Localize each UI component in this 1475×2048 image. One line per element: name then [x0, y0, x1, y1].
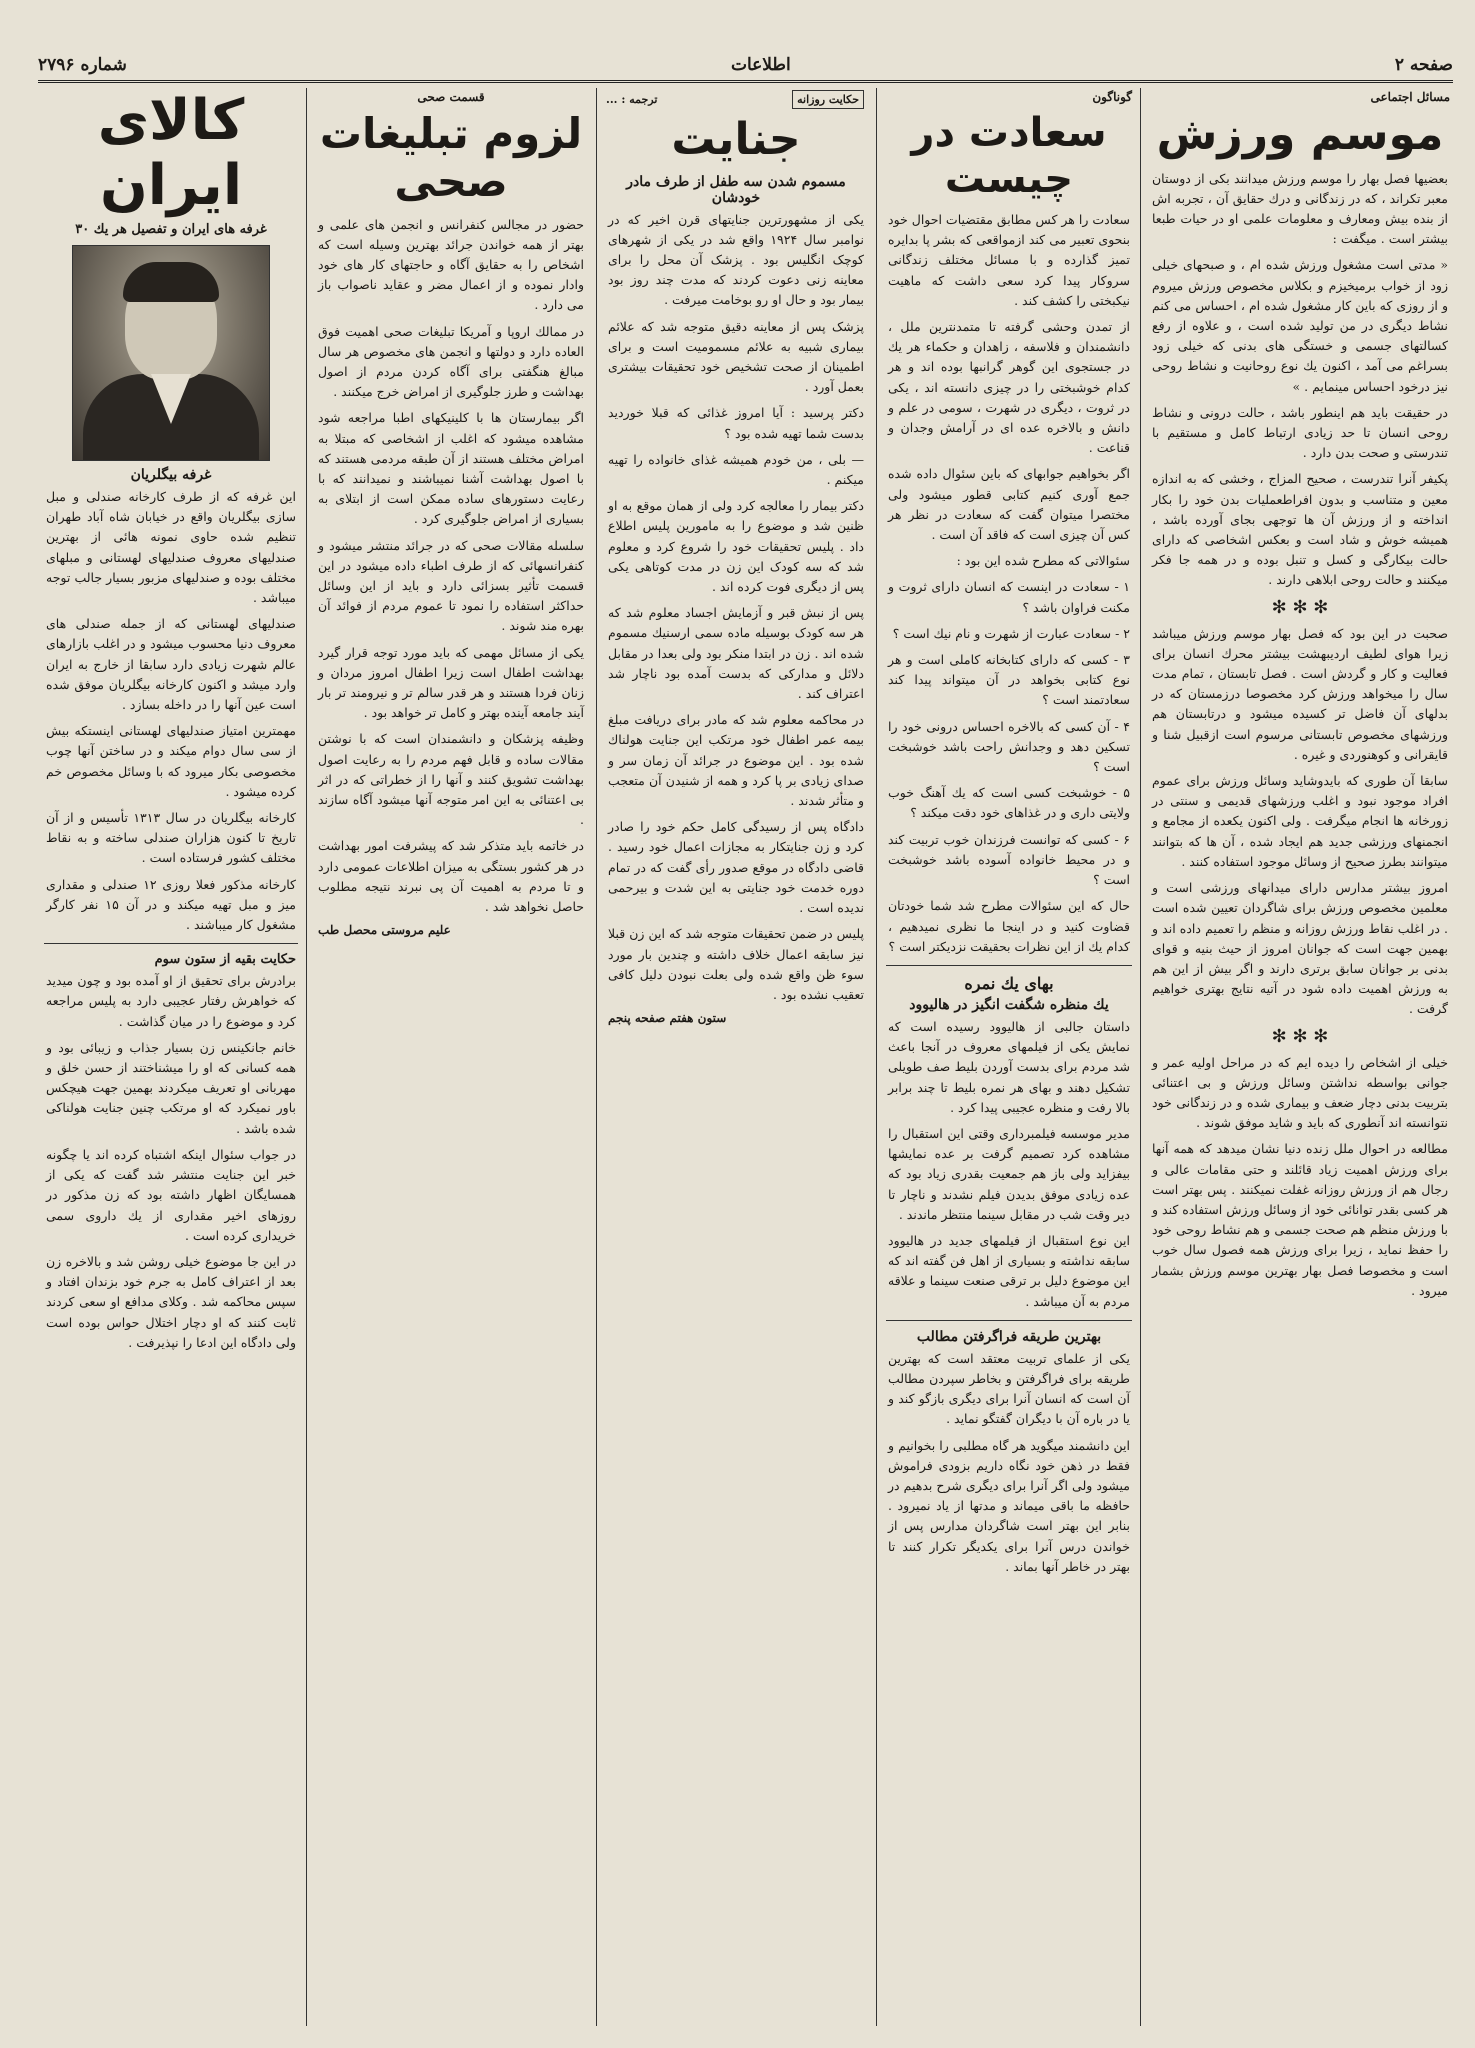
article-crime — [602, 88, 870, 2030]
paragraph: — بلی ، من خودم همیشه غذای خانواده را تهیه میکنم . — [608, 451, 864, 488]
paragraph: در محاکمه معلوم شد که مادر برای دریافت مبلغ بیمه عمر اطفال خود مرتکب این جنایت هولناك شده بود . این موضوع در جرائد آن زمان سر و صدای زیادی بر پا کرد و همه از شنیدن آن متعجب و متأثر شدند . — [608, 712, 864, 809]
article-title: لزوم تبلیغات صحی — [319, 109, 583, 207]
paragraph: سلسله مقالات صحی که در جرائد منتشر میشود و کنفرانسهائی که از طرف اطباء داده میشود در این قسمت تأثیر بسزائی دارد و باید از این وسائل حداکثر استفاده را نمود تا عموم مردم از فوائد آن بهره مند شوند . — [318, 537, 584, 634]
article-subtitle: غرفه های ایران و تفصیل هر یك ۳۰ — [75, 222, 267, 237]
article-happiness — [882, 88, 1136, 2030]
list-item: ۲ - سعادت عبارت از شهرت و نام نیك است ؟ — [892, 625, 1130, 641]
section-kicker: قسمت صحی — [417, 90, 485, 104]
paragraph: مدیر موسسه فیلمبرداری وقتی این استقبال را مشاهده کرد تصمیم گرفت بر عده نمایشها بیفزاید ولی باز هم جمعیت بقدری زیاد بود که عده زیادی موفق بدیدن فیلم نشدند و ناچار تا دیر وقت شب در مقابل سینما منتظر ماندند . — [888, 1125, 1130, 1222]
paragraph: خانم جانکینس زن بسیار جذاب و زیبائی بود و همه کسانی که او را میشناختند از حسن خلق و مهربانی او تعریف میکردند بهمین جهت هیچکس باور نمیکرد که او مرتکب چنین جنایت هولناکی شده باشد . — [46, 1039, 296, 1136]
list-item: ۶ - کسی که توانست فرزندان خوب تربیت کند و در محیط خانواده آسوده باشد خوشبخت است ؟ — [888, 831, 1130, 888]
section-tag: حکایت روزانه — [792, 90, 864, 109]
paragraph: در ممالك اروپا و آمریکا تبلیغات صحی اهمیت فوق العاده دارد و دولتها و انجمن های مخصوص هر سال مبالغ هنگفتی برای آگاه کردن مردم از اصول بهداشت و طرز جلوگیری از امراض خرج میکنند . — [318, 323, 584, 400]
box-subtitle: یك منظره شگفت انگیز در هالیوود — [909, 996, 1109, 1013]
author-signature: علیم مروستی محصل طب — [318, 923, 451, 938]
list-item: ۱ - سعادت در اینست که انسان دارای ثروت و مکنت فراوان باشد ؟ — [888, 579, 1130, 615]
article-title: جنایت — [671, 114, 801, 165]
paragraph: وظیفه پزشکان و دانشمندان است که با نوشتن مقالات ساده و قابل فهم مردم را به رعایت اصول بهداشت تشویق کنند و آنها را از خطراتی که در اثر بی اعتنائی به این امر متوجه آنها میشود آگاه سازند . — [318, 731, 584, 828]
article-sport-season — [1146, 88, 1454, 2030]
paragraph: یکی از علمای تربیت معتقد است که بهترین طریقه برای فراگرفتن و بخاطر سپردن مطالب آن است که انسان آنرا برای دیگری بازگو کند و یا در باره آن با دیگران گفتگو نماید . — [888, 1350, 1130, 1427]
paragraph: حضور در مجالس کنفرانس و انجمن های علمی و بهتر از همه خواندن جرائد بهترین وسیله است که اشخاص را به حقایق آگاه و حاجتهای کار های خود وادار نموده و از اعمال مضر و عقاید ناصواب باز می دارد . — [318, 216, 584, 313]
divider — [44, 943, 298, 944]
paragraph: پس از نبش قبر و آزمایش اجساد معلوم شد که هر سه کودک بوسیله ماده سمی ارسنیك مسموم شده اند . زن در ابتدا منکر بود ولی بعدا در مقابل دلائل و مدارکی که بدست آمده بود ناچار شد اعتراف کند . — [608, 605, 864, 702]
list-item: ۳ - کسی که دارای کتابخانه کاملی است و هر نوع کتابی بخواهد در آن میتواند پیدا کند سعادتمند است ؟ — [888, 652, 1130, 708]
paragraph: کارخانه بیگلریان در سال ۱۳۱۳ تأسیس و از آن تاریخ تا کنون هزاران صندلی ساخته و به نقاط مختلف کشور فرستاده است . — [46, 810, 297, 866]
continuation-note: ستون هفتم صفحه پنجم — [608, 1011, 727, 1026]
star-separator-icon: ✻ ✻ ✻ — [1271, 1025, 1329, 1047]
column-rule — [876, 88, 877, 2026]
paragraph: یکی از مسائل مهمی که باید مورد توجه قرار گیرد بهداشت اطفال است زیرا اطفال امروز مردان و زنان فردا هستند و هر قدر سالم تر و نیرومند تر بار آیند جامعه آینده بهتر و کامل تر خواهد بود . — [318, 644, 584, 721]
paragraph: سابقا آن طوری که بایدوشاید وسائل ورزش برای عموم افراد موجود نبود و اغلب ورزشهای قدیمی و سنتی در زورخانه ها انجام میگرفت . ولی اکنون یکعده از مجامع و انجمنهای ورزشی جدید هم ایجاد شده ، آن ها که بتوانند میتوانند بطرز صحیح از وسائل موجود استفاده کنند . — [1152, 773, 1448, 869]
box-title: بهترین طریقه فراگرفتن مطالب — [916, 1328, 1102, 1345]
paragraph: برادرش برای تحقیق از او آمده بود و چون میدید که خواهرش رفتار عجیبی دارد به پلیس مراجعه کرد و موضوع را در میان گذاشت . — [46, 973, 296, 1029]
paragraph: کارخانه مذکور فعلا روزی ۱۲ صندلی و مقداری میز و مبل تهیه میکند و در آن ۱۵ نفر کارگر مشغول کار میباشند . — [46, 876, 296, 933]
paragraph: امروز بیشتر مدارس دارای میدانهای ورزشی است و معلمین مخصوص ورزش برای شاگردان تعیین شده است . در اغلب نقاط ورزش روزانه و منظم را تعمیم داده اند و بهمین جهت است که جوانان امروز از حیث بنیه و قوای بدنی بر جوانان سابق برتری دارند و اگر بیش از این هم به ورزش اهمیت داده شود در آتیه نتایج بهتری خواهیم گرفت . — [1152, 880, 1448, 1017]
paragraph: دادگاه پس از رسیدگی کامل حکم خود را صادر کرد و زن جنایتکار به مجازات اعمال خود رسید . قاضی دادگاه در موقع صدور رأی گفت که در تمام دوره خدمت خود جنایتی به این شدت و بیرحمی ندیده است . — [608, 819, 864, 916]
column-rule — [596, 88, 597, 2026]
paragraph: پکیفر آنرا تندرست ، صحیح المزاج ، وخشی که به اندازه معین و متناسب و بدون افراطعملیات بدن خود را بکار انداخته و از ورزش آن ها توجهی بجای آورده باشد ، همیشه خوش و شاد است و بعکس اشخاصی که دارای حالت بیکارگی و کسل و تنبل بوده و در همه جا فکر میکنند و حالت روحی ابلاهی دارند . — [1152, 471, 1448, 588]
paragraph: صندلیهای لهستانی که از جمله صندلی های معروف دنیا محسوب میشود و در اغلب بازارهای عالم شهرت زیادی دارد سابقا از خارج به ایران وارد میشد و اکنون کارخانه بیگلریان موفق شده است عین آنها را در داخله بسازد . — [46, 616, 296, 713]
paragraph: داستان جالبی از هالیوود رسیده است که نمایش یکی از فیلمهای معروف در آنجا باعث شد مردم برای بدست آوردن بلیط صف طویلی تشکیل دهند و بهای هر نمره بلیط تا چند برابر بالا رفت و منظره عجیبی پیدا کرد . — [888, 1018, 1130, 1115]
article-subtitle: مسموم شدن سه طفل از طرف مادر خودشان — [626, 173, 846, 206]
paragraph: در حقیقت باید هم اینطور باشد ، حالت درونی و نشاط روحی انسان تا حد زیادی ارتباط کامل و مستقیم با تندرستی و صحت بدن دارد . — [1152, 404, 1448, 461]
portrait-photo — [72, 245, 270, 461]
issue-number: شماره ۲۷۹۶ — [38, 55, 127, 75]
article-title: کالای ایران — [97, 88, 245, 218]
paragraph: در جواب سئوال اینکه اشتباه کرده اند یا چگونه خبر این جنایت منتشر شد گفت که یکی از همسایگان اظهار داشته بود که زن مذکور در روزهای اخیر مقداری از یك داروی سمی خریداری کرده است . — [46, 1146, 296, 1243]
article-header — [602, 88, 870, 111]
paragraph: اگر بخواهیم جوابهای که باین سئوال داده شده جمع آوری کنیم کتابی قطور میشود ولی مختصرا میتوان گفت که سعادت در نظر هر کس آن چیزی است که فاقد آن است . — [888, 466, 1130, 543]
star-separator-icon: ✻ ✻ ✻ — [1271, 596, 1329, 618]
translator-credit: ترجمه : ... — [606, 93, 658, 106]
paragraph: یکی از مشهورترین جنایتهای قرن اخیر که در نوامبر سال ۱۹۲۴ واقع شد در یکی از شهرهای کوچک انگلیس بود . پزشک آن محل را برای معاینه زنی دعوت کردند که مدت چند روز بود بیمار بود و حال او رو بوخامت میرفت . — [608, 211, 864, 308]
article-title: سعادت در چیست — [911, 110, 1107, 202]
paragraph: حال که این سئوالات مطرح شد شما خودتان قضاوت کنید و در اینجا ما نظری نمیدهیم ، کدام یك از این نظرات بحقیقت نزدیکتر است ؟ — [888, 898, 1130, 954]
paragraph: در خاتمه باید متذکر شد که پیشرفت امور بهداشت در هر کشور بستگی به میزان اطلاعات عمومی دارد و تا مردم به اهمیت آن پی نبرند نتیجه مطلوب حاصل نخواهد شد . — [318, 838, 584, 915]
paragraph: این غرفه که از طرف کارخانه صندلی و مبل سازی بیگلریان واقع در خیابان شاه آباد طهران تنظیم شده حاوی نمونه هائی از بهترین صندلیهای معروف صندلیهای لهستانی و مبلهای مختلف بوده و صندلیهای مزبور بسیار جالب توجه میباشد . — [46, 489, 296, 606]
paragraph: خیلی از اشخاص را دیده ایم که در مراحل اولیه عمر و جوانی بواسطه نداشتن وسائل ورزش و بی اعتنائی بتربیت بدنی دچار ضعف و بیماری شده و در زندگانی خود نتوانسته اند آنطوری که باید و شاید موفق شوند . — [1152, 1054, 1448, 1131]
divider — [886, 1320, 1132, 1321]
paper-name: اطلاعات — [730, 55, 791, 75]
masthead — [38, 52, 1453, 78]
paragraph: دکتر بیمار را معالجه کرد ولی از همان موقع به او ظنین شد و موضوع را به مامورین پلیس اطلاع داد . پلیس تحقیقات خود را شروع کرد و معلوم شد که سه کودک این زن در مدت کوتاهی یکی پس از دیگری فوت کرده اند . — [608, 498, 864, 595]
box-title: بهای یك نمره — [964, 973, 1054, 993]
section-kicker: گوناگون — [1092, 90, 1132, 104]
paragraph: دکتر پرسید : آیا امروز غذائی که قبلا خوردید بدست شما تهیه شده بود ؟ — [608, 405, 864, 441]
list-title: سئوالاتی که مطرح شده این بود : — [956, 553, 1130, 569]
paragraph: مطالعه در احوال ملل زنده دنیا نشان میدهد که همه آنها برای ورزش اهمیت زیاد قائلند و حتی مقامات عالی و رجال هم از ورزش روزانه غفلت نمیکنند . پس بهتر است هر کسی بقدر توانائی خود از وسائل ورزش استفاده کند و با ورزش منظم هم صحت جسمی و هم نشاط روحی خود را حفظ نماید ، زیرا برای ورزش همه فصول سال خوب است و مخصوصا فصل بهار بهترین موسم ورزش بشمار میرود . — [1152, 1141, 1448, 1298]
column-rule — [1140, 88, 1141, 2026]
paragraph: از تمدن وحشی گرفته تا متمدنترین ملل ، دانشمندان و فلاسفه ، زاهدان و حکماء هر یك در جستجوی این گوهر گرانبها بوده اند و هر کدام خوشبختی را در چیزی دانسته اند ، یکی در ثروت ، دیگری در شهرت ، سومی در علم و دانش و بالاخره عده ای در آرامش وجدان و قناعت . — [888, 319, 1130, 456]
paragraph: پزشک پس از معاینه دقیق متوجه شد که علائم بیماری شبیه به علائم مسمومیت است و برای اطمینان از صحت تشخیص خود تحقیقات بیشتری بعمل آورد . — [608, 318, 864, 395]
paragraph: این دانشمند میگوید هر گاه مطلبی را بخوانیم و فقط در ذهن خود نگاه داریم بزودی فراموش میشود ولی اگر آنرا برای دیگری شرح بدهیم در حافظه ما باقی میماند و مدتها از یاد نمیرود . بنابر این بهتر است شاگردان مدارس پس از خواندن درس آنرا برای یکدیگر تکرار کنند تا بهتر در خاطر آنها بماند . — [888, 1437, 1130, 1574]
masthead-rule — [38, 80, 1453, 83]
paragraph: مهمترین امتیاز صندلیهای لهستانی اینستکه بیش از سی سال دوام میکند و در ساختن آنها چوب مخصوصی بکار میرود که با وسائل مخصوص خم کرده میشود . — [46, 723, 296, 799]
paragraph: پلیس در ضمن تحقیقات متوجه شد که این زن قبلا نیز سابقه اعمال خلاف داشته و چندین بار مورد سوء ظن واقع شده ولی بعلت نبودن دلیل کافی تعقیب نشده بود . — [608, 926, 864, 1002]
divider — [886, 965, 1132, 966]
photo-caption: غرفه بیگلریان — [130, 467, 212, 483]
paragraph: صحبت در این بود که فصل بهار موسم ورزش میباشد زیرا هوای لطیف اردیبهشت بیشتر محرك انسان برای فعالیت و کار و گردش است . فصل تابستان ، تمام مدت سال را میخواهد ورزش کرد مخصوصا درزمستان که در بدلهای آن فاضل تر کسیده میشود و درتابستان هم ورزشهای مخصوص تابستانی مرسوم است ازقبیل شنا و قایقرانی و کوهنوردی و غیره . — [1152, 625, 1448, 762]
paragraph: سعادت را هر کس مطابق مقتضیات احوال خود بنحوی تعبیر می کند ازمواقعی که بشر پا بدایره تمیز گذارده و با مسائل مختلف زندگانی سروکار پیدا کرد سعی داشت که ماهیت نیکبختی را کشف کند . — [888, 212, 1130, 308]
page-number: صفحه ۲ — [1394, 55, 1453, 75]
section-kicker: مسائل اجتماعی — [1370, 90, 1450, 104]
paragraph: در این جا موضوع خیلی روشن شد و بالاخره زن بعد از اعتراف کامل به جرم خود بزندان افتاد و سپس محاکمه شد . وکلای مدافع او سعی کردند ثابت کنند که او دچار اختلال حواس بوده است ولی دادگاه این ادعا را نپذیرفت . — [46, 1253, 296, 1350]
article-iranian-goods — [40, 88, 302, 2030]
paragraph: بعضیها فصل بهار را موسم ورزش میدانند بکی از دوستان معبر تکراند ، که در زندگانی و درك حقایق آن ، تجربه اش از بنده بیش ومعارف و معلومات علمی او در حیات طبعا بیشتر است . میگفت : — [1152, 170, 1448, 247]
article-health — [312, 88, 590, 2030]
paragraph: اگر بیمارستان ها با کلینیکهای اطبا مراجعه شود مشاهده میشود که اغلب از اشخاصی که مبتلا به امراض مختلف هستند از آن طبقه مردمی هستند که با اصول بهداشت آشنا نمیباشند و نمیدانند که با رعایت دستورهای ساده ممکن است از ابتلای به بسیاری از امراض جلوگیری کرد . — [318, 410, 584, 527]
list-item: ۵ - خوشبخت کسی است که یك آهنگ خوب ولایتی داری و در غذاهای خود دقت میکند ؟ — [888, 785, 1130, 821]
column-rule — [306, 88, 307, 2026]
box-title: حکایت بقیه از ستون سوم — [154, 952, 296, 968]
list-item: ۴ - آن کسی که بالاخره احساس درونی خود را تسکین دهد و وجدانش راحت باشد خوشبخت است ؟ — [888, 718, 1130, 775]
article-title: موسم ورزش — [1156, 109, 1444, 160]
paragraph: « مدتی است مشغول ورزش شده ام ، و صبحهای خیلی زود از خواب برمیخیزم و بکلاس مخصوص ورزش میروم و از روزی که باین کار مشغول شده ام ، احساس می کنم نشاط دیگری در من تولید شده است ، و علاوه از رفع کسالتهای جسمی و خستگی های بدنی که خیلی زود بسراغم می آمد ، اکنون یك نوع روحانیت و نشاط روحی نیز درخود احساس مینمایم . » — [1152, 257, 1448, 394]
paragraph: این نوع استقبال از فیلمهای جدید در هالیوود سابقه نداشته و بسیاری از اهل فن گفته اند که این موضوع دلیل بر ترقی صنعت سینما و علاقه مردم به آن میباشد . — [888, 1232, 1130, 1309]
